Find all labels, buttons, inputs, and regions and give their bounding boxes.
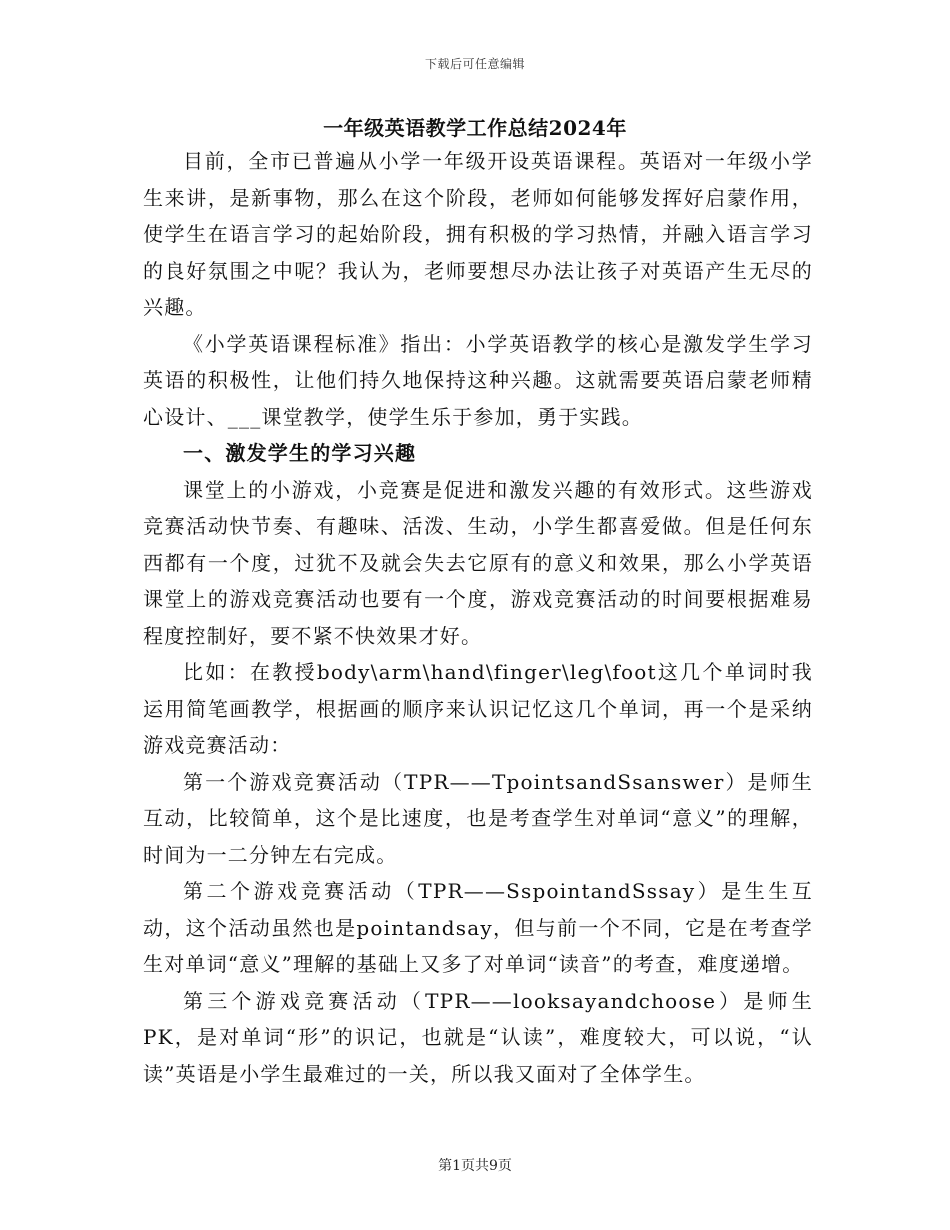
paragraph-intro: 目前，全市已普遍从小学一年级开设英语课程。英语对一年级小学生来讲，是新事物，那么在这个阶段，老师如何能够发挥好启蒙作用，使学生在语言学习的起始阶段，拥有积极的学习热情，并融入语言学习的良好氛围之中呢？我认为，老师要想尽办法让孩子对英语产生无尽的兴趣。	[143, 149, 813, 319]
header-note: 下载后可任意编辑	[424, 57, 525, 71]
paragraph-curriculum-standard: 《小学英语课程标准》指出：小学英语教学的核心是激发学生学习英语的积极性，让他们持久地保持这种兴趣。这就需要英语启蒙老师精心设计、___课堂教学，使学生乐于参加，勇于实践。	[143, 331, 813, 429]
document-title: 一年级英语教学工作总结2024年	[323, 116, 627, 140]
section-heading: 一、激发学生的学习兴趣	[183, 441, 417, 465]
paragraph-activity-one: 第一个游戏竞赛活动（TPR——TpointsandSsanswer）是师生互动，比较简单，这个是比速度，也是考查学生对单词“意义”的理解，时间为一二分钟左右完成。	[143, 769, 813, 867]
paragraph-example: 比如：在教授body\arm\hand\finger\leg\foot这几个单词时我运用简笔画教学，根据画的顺序来认识记忆这几个单词，再一个是采纳游戏竞赛活动：	[143, 660, 813, 757]
paragraph-activity-three: 第三个游戏竞赛活动（TPR——looksayandchoose）是师生PK，是对单词“形”的识记，也就是“认读”，难度较大，可以说，“认读”英语是小学生最难过的一关，所以我又面对了全体学生。	[143, 988, 813, 1086]
paragraph-activity-two: 第二个游戏竞赛活动（TPR——SspointandSssay）是生生互动，这个活动虽然也是pointandsay，但与前一个不同，它是在考查学生对单词“意义”理解的基础上又多了对单词“读音”的考查，难度递增。	[143, 879, 813, 976]
document-body	[143, 143, 813, 1092]
paragraph-classroom-games: 课堂上的小游戏，小竞赛是促进和激发兴趣的有效形式。这些游戏竞赛活动快节奏、有趣味、活泼、生动，小学生都喜爱做。但是任何东西都有一个度，过犹不及就会失去它原有的意义和效果，那么小学英语课堂上的游戏竞赛活动也要有一个度，游戏竞赛活动的时间要根据难易程度控制好，要不紧不快效果才好。	[143, 477, 813, 648]
page-indicator: 第1页共9页	[438, 1158, 512, 1174]
